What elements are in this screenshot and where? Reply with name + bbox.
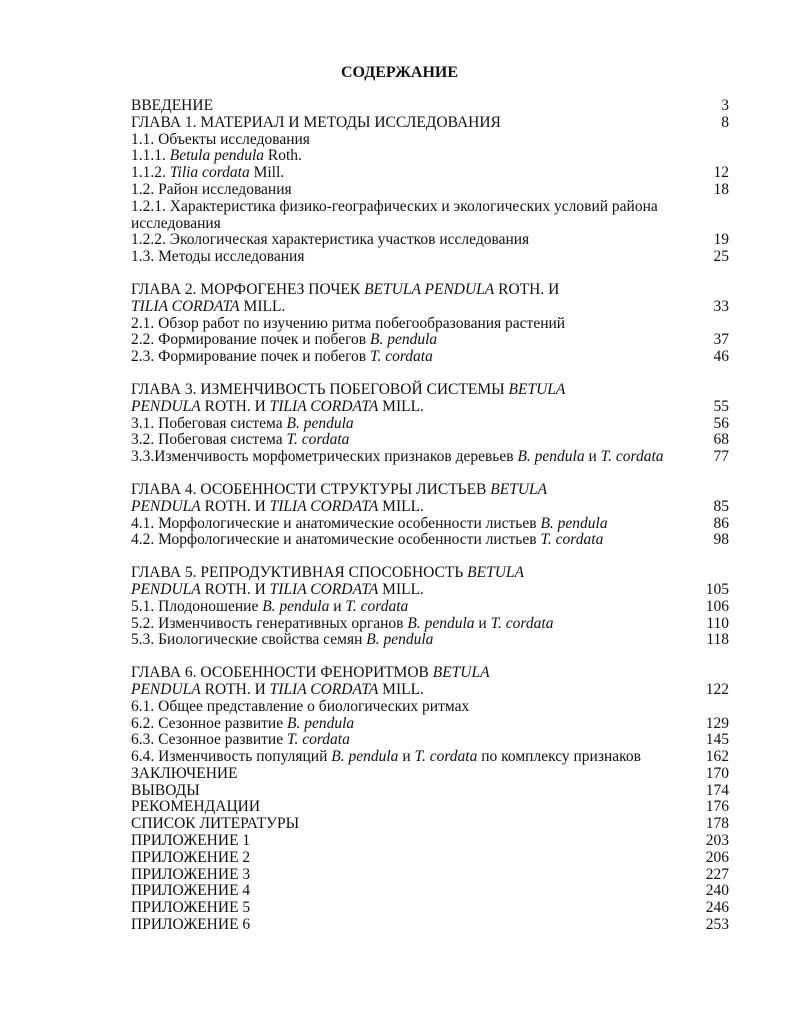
toc-label-italic: T. cordata <box>345 597 409 615</box>
toc-label: ROTH. И <box>200 580 270 598</box>
toc-chapter-1-heading[interactable] <box>131 115 729 132</box>
toc-label-italic: B. pendula <box>407 614 475 632</box>
toc-entry-back-matter[interactable] <box>131 816 729 833</box>
toc-chapter-4-heading-line-2[interactable] <box>131 499 729 516</box>
toc-label-italic: T. cordata <box>286 731 350 749</box>
toc-page: 110 <box>706 614 729 632</box>
toc-label-italic: BETULA <box>432 664 490 682</box>
toc-label: 2.2. Формирование почек и побегов <box>131 331 370 349</box>
toc-page: 85 <box>713 497 729 515</box>
toc-label: ROTH. И <box>200 397 270 415</box>
toc-chapter-5-heading-line-2[interactable] <box>131 582 729 599</box>
page-title: СОДЕРЖАНИЕ <box>340 64 459 81</box>
toc-label: 1.1.1. <box>131 147 170 165</box>
toc-label-italic: PENDULA <box>131 680 201 698</box>
toc-label: 1.1. Объекты исследования <box>131 130 310 148</box>
toc-label-italic: PENDULA <box>131 397 201 415</box>
toc-chapter-2-heading-line-2[interactable] <box>131 299 729 316</box>
toc-label-italic: T. cordata <box>286 431 350 449</box>
toc-entry-back-matter[interactable] <box>131 917 729 934</box>
toc-label-italic: PENDULA <box>131 497 201 515</box>
toc-page: 33 <box>713 297 729 315</box>
toc-label: ЗАКЛЮЧЕНИЕ <box>131 764 238 782</box>
toc-label: ГЛАВА 6. ОСОБЕННОСТИ ФЕНОРИТМОВ <box>131 664 433 682</box>
toc-entry-ch1[interactable] <box>131 199 729 233</box>
toc-label: по комплексу признаков <box>477 748 641 766</box>
toc-entry-5-2[interactable] <box>131 616 729 633</box>
toc-page: 18 <box>713 180 729 198</box>
toc-label: 6.4. Изменчивость популяций <box>131 748 332 766</box>
toc-label: и <box>474 614 491 632</box>
toc-label: ГЛАВА 2. МОРФОГЕНЕЗ ПОЧЕК <box>131 280 365 298</box>
toc-page: 176 <box>705 798 729 816</box>
toc-page: 203 <box>705 832 729 850</box>
toc-page: 170 <box>705 764 729 782</box>
toc-label: 5.2. Изменчивость генеративных органов <box>131 614 408 632</box>
toc-page: 25 <box>713 248 729 266</box>
toc-entry-ch6[interactable] <box>131 699 729 716</box>
toc-page: 56 <box>713 414 729 432</box>
toc-label-italic: BETULA PENDULA <box>364 280 495 298</box>
toc-entry-back-matter[interactable] <box>131 867 729 884</box>
toc-label: 4.2. Морфологические и анатомические особенности листьев <box>131 531 541 549</box>
toc-chapter-5-heading-line-1[interactable] <box>131 565 729 582</box>
toc-label-italic: TILIA CORDATA <box>131 297 240 315</box>
toc-label-italic: B. pendula <box>286 414 354 432</box>
toc-label-italic: PENDULA <box>131 580 201 598</box>
toc-page: 19 <box>713 231 729 249</box>
toc-label: и <box>584 448 601 466</box>
toc-entry-ch1[interactable] <box>131 148 729 165</box>
toc-page: 240 <box>705 882 729 900</box>
toc-label: 3.3.Изменчивость морфометрических признаков деревьев <box>131 448 518 466</box>
toc-label: и <box>329 597 346 615</box>
toc-label-italic: B. pendula <box>366 631 434 649</box>
toc-label: ПРИЛОЖЕНИЕ 2 <box>131 848 251 866</box>
toc-label: MILL. <box>378 397 424 415</box>
toc-label: ГЛАВА 5. РЕПРОДУКТИВНАЯ СПОСОБНОСТЬ <box>131 564 468 582</box>
toc-label: ПРИЛОЖЕНИЕ 1 <box>131 832 251 850</box>
toc-label-italic: TILIA CORDATA <box>269 680 379 698</box>
toc-label-italic: B. pendula <box>517 448 585 466</box>
toc-entry-back-matter[interactable] <box>131 883 729 900</box>
toc-page: 3 <box>721 97 729 114</box>
toc-chapter-3-heading-line-2[interactable] <box>131 399 729 416</box>
toc-label: ПРИЛОЖЕНИЕ 5 <box>131 899 251 917</box>
toc-entry-back-matter[interactable] <box>131 900 729 917</box>
toc-page: 174 <box>705 781 729 799</box>
toc-page: 68 <box>713 431 729 449</box>
toc-label: 1.2.1. Характеристика физико-географических и экологических условий района исследования <box>131 197 658 232</box>
toc-entry-3-3[interactable] <box>131 449 729 466</box>
toc-label: 3.2. Побеговая система <box>131 431 287 449</box>
toc-label: MILL. <box>239 297 286 315</box>
toc-entry-ch1[interactable] <box>131 182 729 199</box>
toc-entry-5-1[interactable] <box>131 599 729 616</box>
toc-label: Roth. <box>264 147 302 165</box>
toc-label-italic: BETULA <box>490 480 548 498</box>
toc-label-italic: TILIA CORDATA <box>269 397 379 415</box>
toc-chapter-3-heading-line-1[interactable] <box>131 382 729 399</box>
toc-page: 162 <box>705 748 729 766</box>
toc-entry-back-matter[interactable] <box>131 833 729 850</box>
toc-page: 227 <box>705 865 729 883</box>
toc-label: 3.1. Побеговая система <box>131 414 287 432</box>
toc-label-italic: T. cordata <box>540 531 604 549</box>
toc-label: 2.1. Обзор работ по изучению ритма побегообразования растений <box>131 314 566 332</box>
toc-label: 6.1. Общее представление о биологических ритмах <box>131 697 470 715</box>
toc-label-italic: T. cordata <box>600 448 664 466</box>
toc-label-italic: BETULA <box>508 380 566 398</box>
toc-label-italic: B. pendula <box>370 331 438 349</box>
toc-label-italic: T. cordata <box>370 348 433 366</box>
toc-entry-ch4[interactable] <box>131 532 729 549</box>
toc-entry-ch1[interactable] <box>131 132 729 149</box>
toc-page: 105 <box>705 580 729 598</box>
toc-page: 37 <box>713 331 729 349</box>
toc-label: ВВЕДЕНИЕ <box>131 97 214 114</box>
toc-label: РЕКОМЕНДАЦИИ <box>131 798 261 816</box>
toc-page: 206 <box>705 848 729 866</box>
toc-label: 1.2. Район исследования <box>131 180 292 198</box>
toc-entry-back-matter[interactable] <box>131 799 729 816</box>
toc-entry-ch6[interactable] <box>131 732 729 749</box>
toc-page: 246 <box>705 899 729 917</box>
table-of-contents <box>131 98 729 934</box>
toc-label: ПРИЛОЖЕНИЕ 3 <box>131 865 251 883</box>
toc-label: 2.3. Формирование почек и побегов <box>131 348 370 366</box>
toc-page: 106 <box>705 597 729 615</box>
toc-label-italic: TILIA CORDATA <box>269 497 379 515</box>
toc-page: 118 <box>706 631 729 649</box>
toc-entry-ch6[interactable] <box>131 716 729 733</box>
toc-label: 6.3. Сезонное развитие <box>131 731 287 749</box>
toc-entry-ch1[interactable] <box>131 165 729 182</box>
toc-entry-ch1[interactable] <box>131 232 729 249</box>
toc-label: ГЛАВА 1. МАТЕРИАЛ И МЕТОДЫ ИССЛЕДОВАНИЯ <box>131 113 501 131</box>
toc-label: 1.1.2. <box>131 164 170 182</box>
toc-entry-ch3[interactable] <box>131 432 729 449</box>
toc-label: ГЛАВА 3. ИЗМЕНЧИВОСТЬ ПОБЕГОВОЙ СИСТЕМЫ <box>131 380 509 398</box>
toc-label: ПРИЛОЖЕНИЕ 6 <box>131 916 251 934</box>
toc-label: ВЫВОДЫ <box>131 781 200 799</box>
toc-label: MILL. <box>378 680 424 698</box>
toc-label: ПРИЛОЖЕНИЕ 4 <box>131 882 251 900</box>
toc-page: 8 <box>721 113 729 131</box>
toc-label: 5.1. Плодоношение <box>131 597 263 615</box>
toc-label-italic: Betula pendula <box>169 147 265 165</box>
toc-page: 12 <box>713 164 729 182</box>
toc-label: 6.2. Сезонное развитие <box>131 714 287 732</box>
toc-entry-back-matter[interactable] <box>131 850 729 867</box>
toc-label: СПИСОК ЛИТЕРАТУРЫ <box>131 815 300 833</box>
toc-label: 5.3. Биологические свойства семян <box>131 631 367 649</box>
toc-page: 253 <box>705 916 729 934</box>
toc-label-italic: BETULA <box>467 564 524 582</box>
toc-entry-ch3[interactable] <box>131 416 729 433</box>
toc-entry-ch2[interactable] <box>131 316 729 333</box>
toc-entry-ch1[interactable] <box>131 249 729 266</box>
toc-entry-ch4[interactable] <box>131 516 729 533</box>
toc-label: 1.2.2. Экологическая характеристика участков исследования <box>131 231 530 249</box>
toc-label: 4.1. Морфологические и анатомические особенности листьев <box>131 514 541 532</box>
toc-page: 145 <box>705 731 729 749</box>
toc-label: и <box>398 748 415 766</box>
toc-entry-5-3[interactable] <box>131 632 729 649</box>
toc-chapter-2-heading-line-1[interactable] <box>131 282 729 299</box>
toc-entry-6-4[interactable] <box>131 749 729 766</box>
toc-label: ROTH. И <box>494 280 560 298</box>
toc-label-italic: B. pendula <box>262 597 330 615</box>
toc-page: 77 <box>713 448 729 466</box>
toc-label: MILL. <box>378 497 424 515</box>
toc-label-italic: B. pendula <box>286 714 355 732</box>
toc-chapter-4-heading-line-1[interactable] <box>131 482 729 499</box>
toc-page: 86 <box>713 514 729 532</box>
toc-entry-back-matter[interactable] <box>131 766 729 783</box>
toc-label-italic: B. pendula <box>331 748 399 766</box>
toc-label: Mill. <box>249 164 285 182</box>
toc-page: 55 <box>713 397 729 415</box>
toc-chapter-6-heading-line-1[interactable] <box>131 665 729 682</box>
toc-page: 98 <box>713 531 729 549</box>
toc-page: 46 <box>713 348 729 366</box>
toc-label-italic: Tilia cordata <box>169 164 250 182</box>
toc-label: ROTH. И <box>200 497 270 515</box>
toc-label: ROTH. И <box>200 680 270 698</box>
toc-page: 122 <box>705 680 729 698</box>
toc-entry-back-matter[interactable] <box>131 783 729 800</box>
toc-label-italic: T. cordata <box>414 748 478 766</box>
toc-entry-ch2[interactable] <box>131 332 729 349</box>
toc-label: MILL. <box>378 580 424 598</box>
toc-entry-introduction[interactable] <box>131 98 729 115</box>
toc-page: 178 <box>705 815 729 833</box>
toc-label-italic: B. pendula <box>540 514 608 532</box>
toc-label: 1.3. Методы исследования <box>131 248 305 266</box>
toc-label: ГЛАВА 4. ОСОБЕННОСТИ СТРУКТУРЫ ЛИСТЬЕВ <box>131 480 491 498</box>
toc-entry-ch2[interactable] <box>131 349 729 366</box>
toc-chapter-6-heading-line-2[interactable] <box>131 682 729 699</box>
toc-label-italic: TILIA CORDATA <box>269 580 379 598</box>
toc-label-italic: T. cordata <box>490 614 554 632</box>
toc-page: 129 <box>705 714 729 732</box>
